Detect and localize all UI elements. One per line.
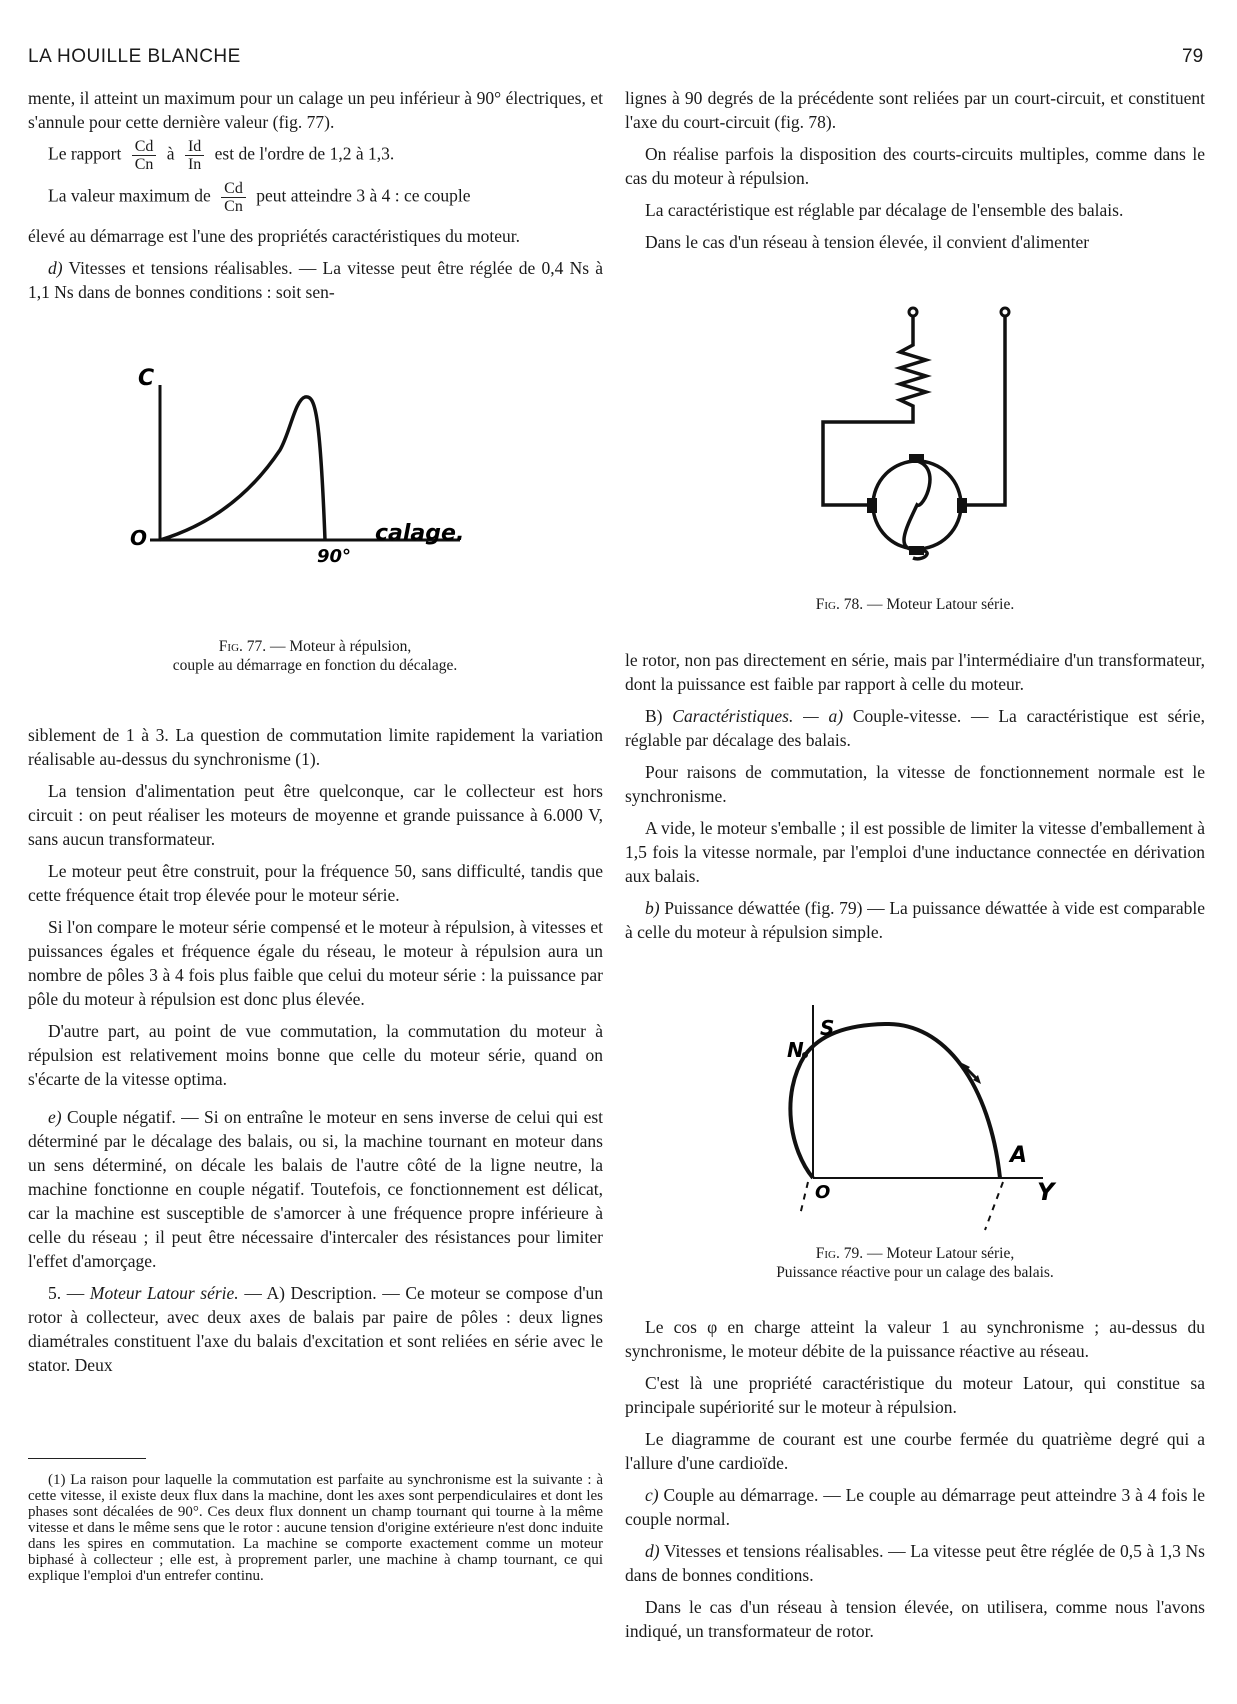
- fig78-circuit: [805, 300, 1045, 590]
- paragraph: e) Couple négatif. — Si on entraîne le moteur en sens inverse de celui qui est déterminé par le décalage des balais, ou si, la machine tournant en moteur dans un sens déterminé, on décale les balais de l'autre côté de la ligne neutre, la machine fonctionne en couple négatif. Toutefois, ce fonctionnement est délicat, car la machine est susceptible de s'amorcer à une fréquence propre inférieure à celle du réseau ; il peut être nécessaire d'intercaler des résistances pour limiter l'effet d'amorçage.: [28, 1107, 604, 1271]
- axis-y-label: C: [138, 366, 155, 391]
- stator-winding-wire: [823, 316, 926, 505]
- fig79-diagram: [775, 1000, 1065, 1235]
- right-mid-text: [625, 648, 1205, 952]
- left-top-text: [28, 86, 603, 142]
- equation-text: est de l'ordre de 1,2 à 1,3.: [214, 143, 395, 164]
- paragraph: B) Caractéristiques. — a) Couple-vitesse. — La caractéristique est série, réglable par décalage des balais.: [625, 706, 1206, 750]
- reactive-power-curve: [790, 1024, 1000, 1178]
- terminal-left: [909, 308, 917, 316]
- paragraph: le rotor, non pas directement en série, mais par l'intermédiaire d'un transformateur, dont la puissance est faible par rapport à celle du moteur.: [625, 650, 1205, 694]
- paragraph: Dans le cas d'un réseau à tension élevée, il convient d'alimenter: [645, 232, 1090, 252]
- label-s: S: [820, 1016, 835, 1040]
- page-number: 79: [1182, 46, 1204, 67]
- right-bottom-text: [625, 1315, 1205, 1651]
- torque-curve: [160, 397, 325, 540]
- paragraph: La tension d'alimentation peut être quelconque, car le collecteur est hors circuit : on peut réaliser les moteurs de moyenne et grande puissance à 6.000 V, sans aucun transformateur.: [28, 781, 603, 849]
- paragraph: d) Vitesses et tensions réalisables. — La vitesse peut être réglée de 0,5 à 1,3 Ns dans de bonnes conditions.: [625, 1541, 1205, 1585]
- equation-ratio: [48, 138, 394, 173]
- paragraph: C'est là une propriété caractéristique du moteur Latour, qui constitue sa principale supériorité sur le moteur à répulsion.: [625, 1373, 1205, 1417]
- paragraph: élevé au démarrage est l'une des propriétés caractéristiques du moteur.: [28, 226, 520, 246]
- fig77-caption: Fig. 77. — Moteur à répulsion, couple au démarrage en fonction du décalage.: [172, 638, 458, 674]
- equation-text: La valeur maximum de: [48, 185, 211, 206]
- paragraph: Si l'on compare le moteur série compensé et le moteur à répulsion, à vitesses et puissances égales et fréquence égale du réseau, le moteur à répulsion aura un nombre de pôles 3 à 4 fois plus faible que celui du moteur série : la puissance par pôle du moteur à répulsion est donc plus élevée.: [28, 917, 603, 1009]
- paragraph: 5. — Moteur Latour série. — A) Description. — Ce moteur se compose d'un rotor à collecteur, avec deux axes de balais par paire de pôles : deux lignes diamétrales constituent l'axe du balais d'excitation et sont reliées en série avec le stator. Deux: [28, 1283, 604, 1375]
- paragraph: Le diagramme de courant est une courbe fermée du quatrième degré qui a l'allure d'une cardioïde.: [625, 1429, 1205, 1473]
- equation-text: peut atteindre 3 à 4 : ce couple: [256, 185, 471, 206]
- fraction-id-in: $\frac{Id}{In}$: [185, 138, 204, 173]
- fig79-caption: Fig. 79. — Moteur Latour série, Puissance réactive pour un calage des balais.: [776, 1245, 1054, 1281]
- left-text-block-2: [28, 224, 603, 312]
- footnote-text: (1) La raison pour laquelle la commutation est parfaite au synchronisme est la suivante : à cette vitesse, il existe deux flux dans la machine, dont les axes sont perpendiculaires et dont les phases sont décalées de 90°. Ces deux flux donnent un champ tournant qui tourne à la même vitesse et dans le même sens que le rotor : aucune tension d'origine extérieure n'est donc induite dans les spires en commutation. La machine se comporte exactement comme un moteur biphasé à collecteur ; elle est, à proprement parler, une machine à champ tournant, ce qui explique l'emploi d'un entrefer continu.: [28, 1472, 603, 1584]
- equation-max: [48, 180, 471, 215]
- footnote: [28, 1472, 603, 1584]
- brush-right: [957, 498, 967, 513]
- dashed-line: [800, 1182, 808, 1215]
- paragraph: lignes à 90 degrés de la précédente sont reliées par un court-circuit, et constituent l'axe du court-circuit (fig. 78).: [625, 88, 1205, 132]
- right-wire: [963, 316, 1005, 505]
- fig78-caption: Fig. 78. — Moteur Latour série.: [815, 596, 1015, 613]
- paragraph: A vide, le moteur s'emballe ; il est possible de limiter la vitesse d'emballement à 1,5 fois la vitesse normale, par l'emploi d'une inductance connectée en dérivation aux balais.: [625, 818, 1205, 886]
- paragraph: On réalise parfois la disposition des courts-circuits multiples, comme dans le cas du moteur à répulsion.: [625, 144, 1205, 188]
- label-n: N: [787, 1038, 804, 1062]
- label-a: A: [1010, 1143, 1028, 1168]
- tick-90-label: 90°: [317, 546, 352, 567]
- paragraph: mente, il atteint un maximum pour un calage un peu inférieur à 90° électriques, et s'annule pour cette dernière valeur (fig. 77).: [28, 88, 603, 132]
- paragraph: Le cos φ en charge atteint la valeur 1 au synchronisme ; au-dessus du synchronisme, le moteur débite de la puissance réactive au réseau.: [625, 1317, 1205, 1361]
- equation-text: à: [166, 143, 175, 164]
- fraction-cd-cn: $\frac{Cd}{Cn}$: [132, 138, 157, 173]
- left-main-text: [28, 723, 603, 1385]
- paragraph: c) Couple au démarrage. — Le couple au démarrage peut atteindre 3 à 4 fois le couple normal.: [625, 1485, 1205, 1529]
- paragraph: d) Vitesses et tensions réalisables. — La vitesse peut être réglée de 0,4 Ns à 1,1 Ns dans de bonnes conditions : soit sen-: [28, 258, 603, 302]
- dashed-line: [985, 1182, 1003, 1230]
- paragraph: D'autre part, au point de vue commutation, la commutation du moteur à répulsion est relativement moins bonne que celle du moteur série, quand on s'écarte de la vitesse optima.: [28, 1021, 603, 1089]
- journal-title: LA HOUILLE BLANCHE: [28, 46, 241, 67]
- paragraph: Le moteur peut être construit, pour la fréquence 50, sans difficulté, tandis que cette fréquence était trop élevée pour le moteur série.: [28, 861, 603, 905]
- label-y: Y: [1037, 1178, 1055, 1206]
- paragraph: b) Puissance déwattée (fig. 79) — La puissance déwattée à vide est comparable à celle du moteur à répulsion simple.: [625, 898, 1205, 942]
- paragraph: Dans le cas d'un réseau à tension élevée, on utilisera, comme nous l'avons indiqué, un transformateur de rotor.: [625, 1597, 1205, 1641]
- fraction-cd-cn: $\frac{Cd}{Cn}$: [221, 180, 246, 215]
- fig77-graph: [130, 355, 490, 570]
- origin-label: O: [130, 526, 148, 550]
- equation-text: Le rapport: [48, 143, 122, 164]
- footnote-rule: [28, 1458, 146, 1459]
- paragraph: Pour raisons de commutation, la vitesse de fonctionnement normale est le synchronisme.: [625, 762, 1205, 806]
- label-o: O: [815, 1182, 831, 1203]
- brush-left: [867, 498, 877, 513]
- paragraph: La caractéristique est réglable par décalage de l'ensemble des balais.: [645, 200, 1124, 220]
- short-circuit-link: [904, 460, 930, 559]
- right-top-text: [625, 86, 1205, 262]
- axis-x-label: calage.: [375, 521, 465, 546]
- terminal-right: [1001, 308, 1009, 316]
- paragraph: siblement de 1 à 3. La question de commutation limite rapidement la variation réalisable au-dessus du synchronisme (1).: [28, 725, 603, 769]
